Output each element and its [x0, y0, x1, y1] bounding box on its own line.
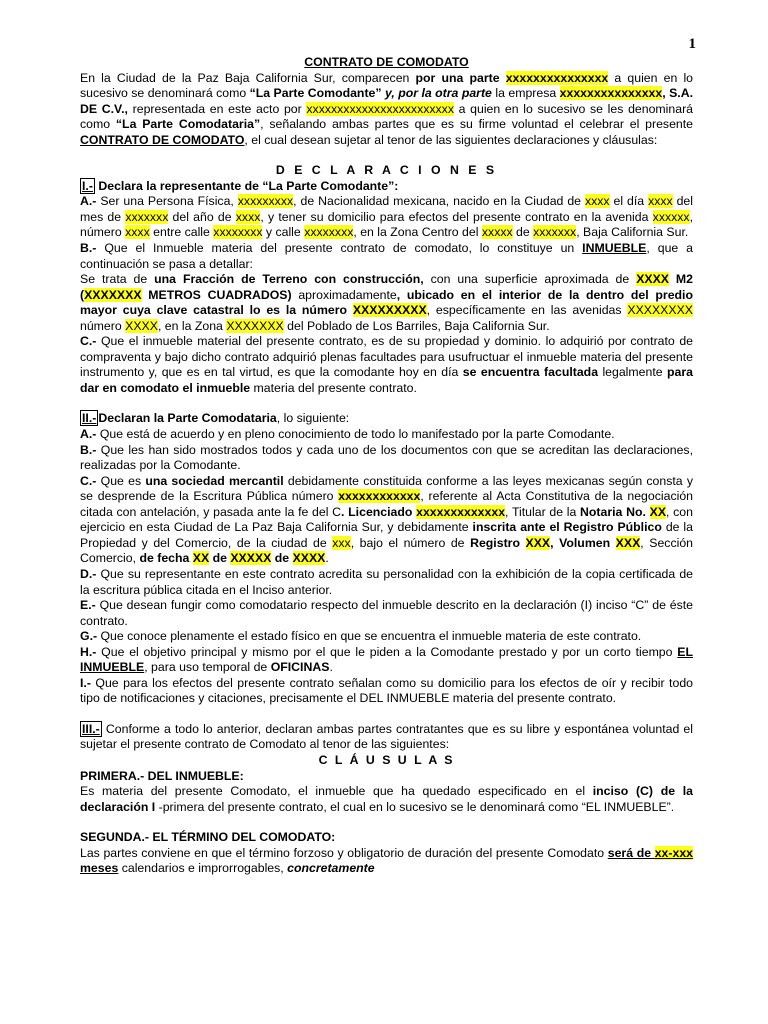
section-2-g: G.- Que conoce plenamente el estado físico en que se encuentra el inmueble materia de este contrato.: [80, 629, 642, 644]
clausulas-heading: C L Á U S U L A S: [318, 752, 455, 767]
section-2-a: A.- Que está de acuerdo y en pleno conocimiento de todo lo manifestado por la parte Comodante.: [80, 427, 615, 442]
section-2-e: E.- Que desean fungir como comodatario respecto del inmueble descrito en la declaración (I) inciso “C” de éste contrato.: [80, 598, 693, 628]
document-title: CONTRATO DE COMODATO: [304, 55, 469, 69]
section-1-heading: I.- Declara la representante de “La Parte Comodante”:: [82, 178, 399, 193]
section-2-c: C.- Que es una sociedad mercantil debidamente constituida conforme a las leyes mexicanas según consta y se desprende de la Escritura Pública número xxxxxxxxxxxx, referente al Acta Constitutiva de la negociación citada con antelación, y pasada ante la fe del C. Licenciado xxxxxxxxxxxxx, Titular de la Notaria No. XX, con ejercicio en esta Ciudad de La Paz Baja California Sur, y debidamente inscrita ante el Registro Público de la Propiedad y del Comercio, de la ciudad de xxx, bajo el número de Registro XXX, Volumen XXX, Sección Comercio, de fecha XX de XXXXX de XXXX.: [80, 473, 694, 566]
section-1-b: B.- Que el Inmueble materia del presente contrato de comodato, lo constituye un INMUEBLE, que a continuación se pasa a detallar:: [80, 241, 694, 271]
contract-document: [80, 55, 693, 877]
clausula-primera-heading: PRIMERA.- DEL INMUEBLE:: [80, 768, 244, 783]
declaraciones-heading: D E C L A R A C I O N E S: [275, 163, 498, 178]
section-2-h: H.- Que el objetivo principal y mismo por el que le piden a la Comodante prestado y por un corto tiempo EL INMUEBLE, para uso temporal de OFICINAS.: [80, 644, 693, 675]
section-2-d: D.- Que su representante en este contrato acredita su personalidad con la exhibición de la copia certificada de la escritura pública citada en el Inciso anterior.: [80, 566, 693, 597]
section-2-heading: II.- Declaran la Parte Comodataria, lo siguiente:: [82, 411, 350, 426]
clausula-segunda-heading: SEGUNDA.- EL TÉRMINO DEL COMODATO:: [80, 830, 336, 845]
section-1-c: C.- Que el inmueble material del presente contrato, es de su propiedad y dominio. lo adquirió por contrato de compraventa y bajo dicho contrato adquirió plenas facultades para usufructuar el inmueble materia del presente instrumento y, que es en tal virtud, es que la comodante hoy en día se encuentra facultada legalmente para dar en comodato el inmueble materia del presente contrato.: [80, 334, 693, 395]
intro-paragraph: En la Ciudad de la Paz Baja California Sur, comparecen por una parte xxxxxxxxxxxxxxx a quien en lo sucesivo se denominará como “La Parte Comodante” y, por la otra parte la empresa xxxxxxxxxxxxxxx, S.A. DE C.V., representada en este acto por xxxxxxxxxxxxxxxxxxxxxxxx a quien en lo sucesivo se les denominará como “La Parte Comodataria”, señalando ambas partes que es su firme voluntad el celebrar el presente CONTRATO DE COMODATO, el cual desean sujetar al tenor de las siguientes declaraciones y cláusulas:: [80, 70, 694, 147]
section-2-i: I.- Que para los efectos del presente contrato señalan como su domicilio para los efectos de oír y recibir todo tipo de notificaciones y citaciones, precisamente el DEL INMUEBLE materia del presente contrato.: [80, 675, 693, 706]
clausula-segunda-text: Las partes conviene en que el término forzoso y obligatorio de duración del presente Comodato será de xx-xxx meses calendarios e improrrogables, concretamente: [80, 845, 693, 876]
section-1-a: A.- Ser una Persona Física, xxxxxxxxx, de Nacionalidad mexicana, nacido en la Ciudad de xxxx el día xxxx del mes de xxxxxxx del año de xxxx, y tener su domicilio para efectos del presente contrato en la avenida xxxxxx, número xxxx entre calle xxxxxxxx y calle xxxxxxxx, en la Zona Centro del xxxxx de xxxxxxx, Baja California Sur.: [80, 194, 694, 240]
clausula-primera-text: Es materia del presente Comodato, el inmueble que ha quedado especificado en el inciso (C) de la declaración I -primera del presente contrato, el cual en lo sucesivo se le denominará como “EL INMUEBLE”.: [80, 784, 693, 814]
placeholder-field: xxxxxxxxxxxxxxx: [559, 86, 663, 101]
placeholder-field: xxxxxxxxxxxxxxx: [505, 70, 609, 85]
placeholder-field: xxxxxxxxxxxxxxxxxxxxxxxx: [306, 101, 454, 116]
page-number: 1: [688, 36, 696, 52]
section-2-b: B.- Que les han sido mostrados todos y cada uno de los documentos con que se acreditan las declaraciones, realizadas por la Comodante.: [80, 442, 693, 473]
section-1-b-detail: Se trata de una Fracción de Terreno con construcción, con una superficie aproximada de XXXX M2 (XXXXXXX METROS CUADRADOS) aproximadamente, ubicado en el interior de la dentro del predio mayor cuya clave catastral lo es la número XXXXXXXXX, específicamente en las avenidas XXXXXXXX número XXXX, en la Zona XXXXXXX del Poblado de Los Barriles, Baja California Sur.: [80, 272, 694, 333]
section-3: III.- Conforme a todo lo anterior, declaran ambas partes contratantes que es su libre y espontánea voluntad el sujetar el presente contrato de Comodato al tenor de las siguientes:: [80, 721, 693, 752]
